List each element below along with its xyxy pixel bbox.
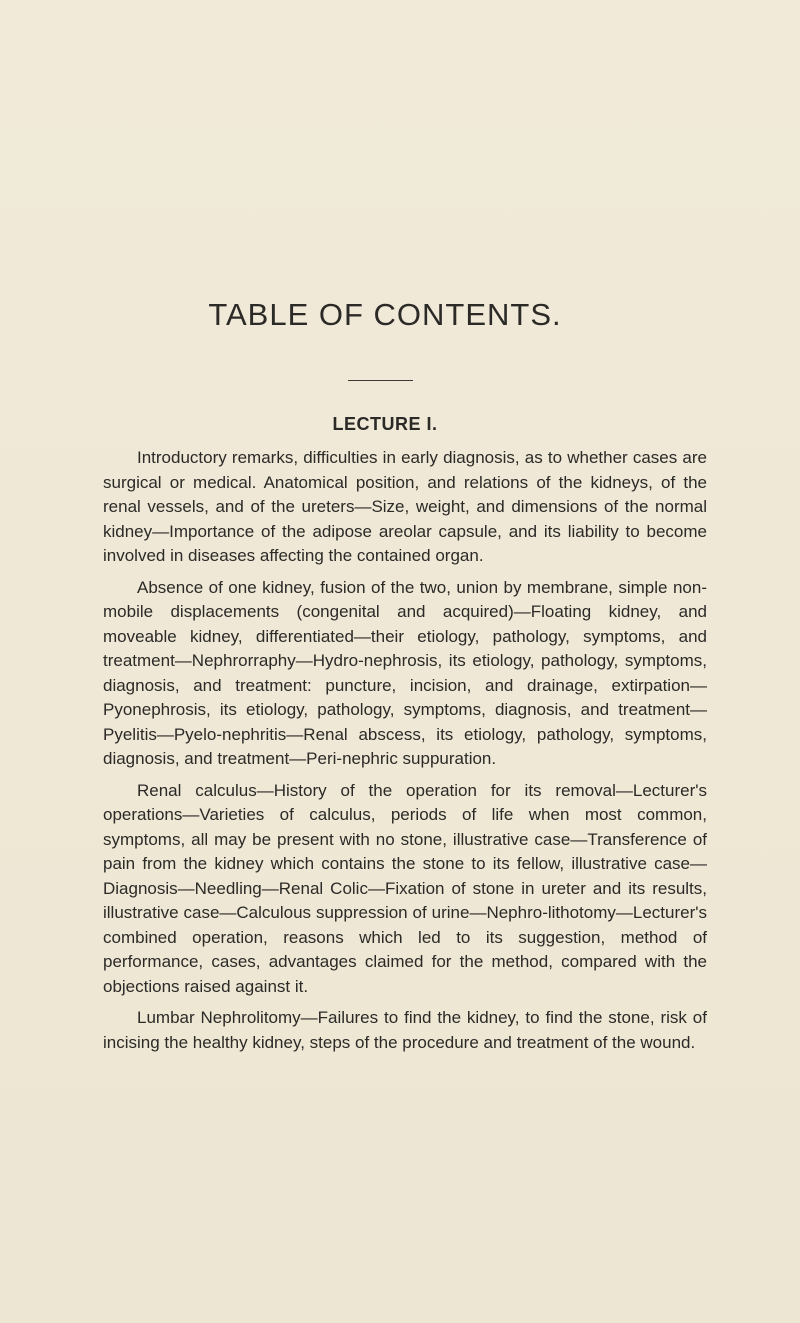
title-divider-rule <box>348 380 413 381</box>
lecture-heading: LECTURE I. <box>332 414 438 434</box>
contents-paragraph-2: Absence of one kidney, fusion of the two, union by membrane, simple non-mobile displacements (congenital and acquired)—Floating kidney, and moveable kidney, differentiated—their etiology, pathology, symptoms, and treatment—Nephrorraphy—Hydro-nephrosis, its etiology, pathology, symptoms, diagnosis, and treatment: puncture, incision, and drainage, extirpation—Pyonephrosis, its etiology, pathology, symptoms, diagnosis, and treatment—Pyelitis—Pyelo-nephritis—Renal abscess, its etiology, pathology, symptoms, diagnosis, and treatment—Peri-nephric suppuration. <box>103 577 707 768</box>
contents-paragraph-4: Lumbar Nephrolitomy—Failures to find the kidney, to find the stone, risk of incising the healthy kidney, steps of the procedure and treatment of the wound. <box>103 1008 707 1052</box>
contents-paragraph-1: Introductory remarks, difficulties in early diagnosis, as to whether cases are surgical or medical. Anatomical position, and relations of the kidneys, of the renal vessels, and of the ureters—Size, weight, and dimensions of the normal kidney—Importance of the adipose areolar capsule, and its liability to become involved in diseases affecting the contained organ. <box>103 448 707 565</box>
lecture-contents <box>103 446 707 1062</box>
contents-paragraph-3: Renal calculus—History of the operation for its removal—Lecturer's operations—Varieties of calculus, periods of life when most common, symptoms, all may be present with no stone, illustrative case—Transference of pain from the kidney which contains the stone to its fellow, illustrative case—Diagnosis—Needling—Renal Colic—Fixation of stone in ureter and its results, illustrative case—Calculous suppression of urine—Nephro-lithotomy—Lecturer's combined operation, reasons which led to its suggestion, method of performance, cases, advantages claimed for the method, compared with the objections raised against it. <box>103 780 707 996</box>
page-title: TABLE OF CONTENTS. <box>208 297 562 332</box>
